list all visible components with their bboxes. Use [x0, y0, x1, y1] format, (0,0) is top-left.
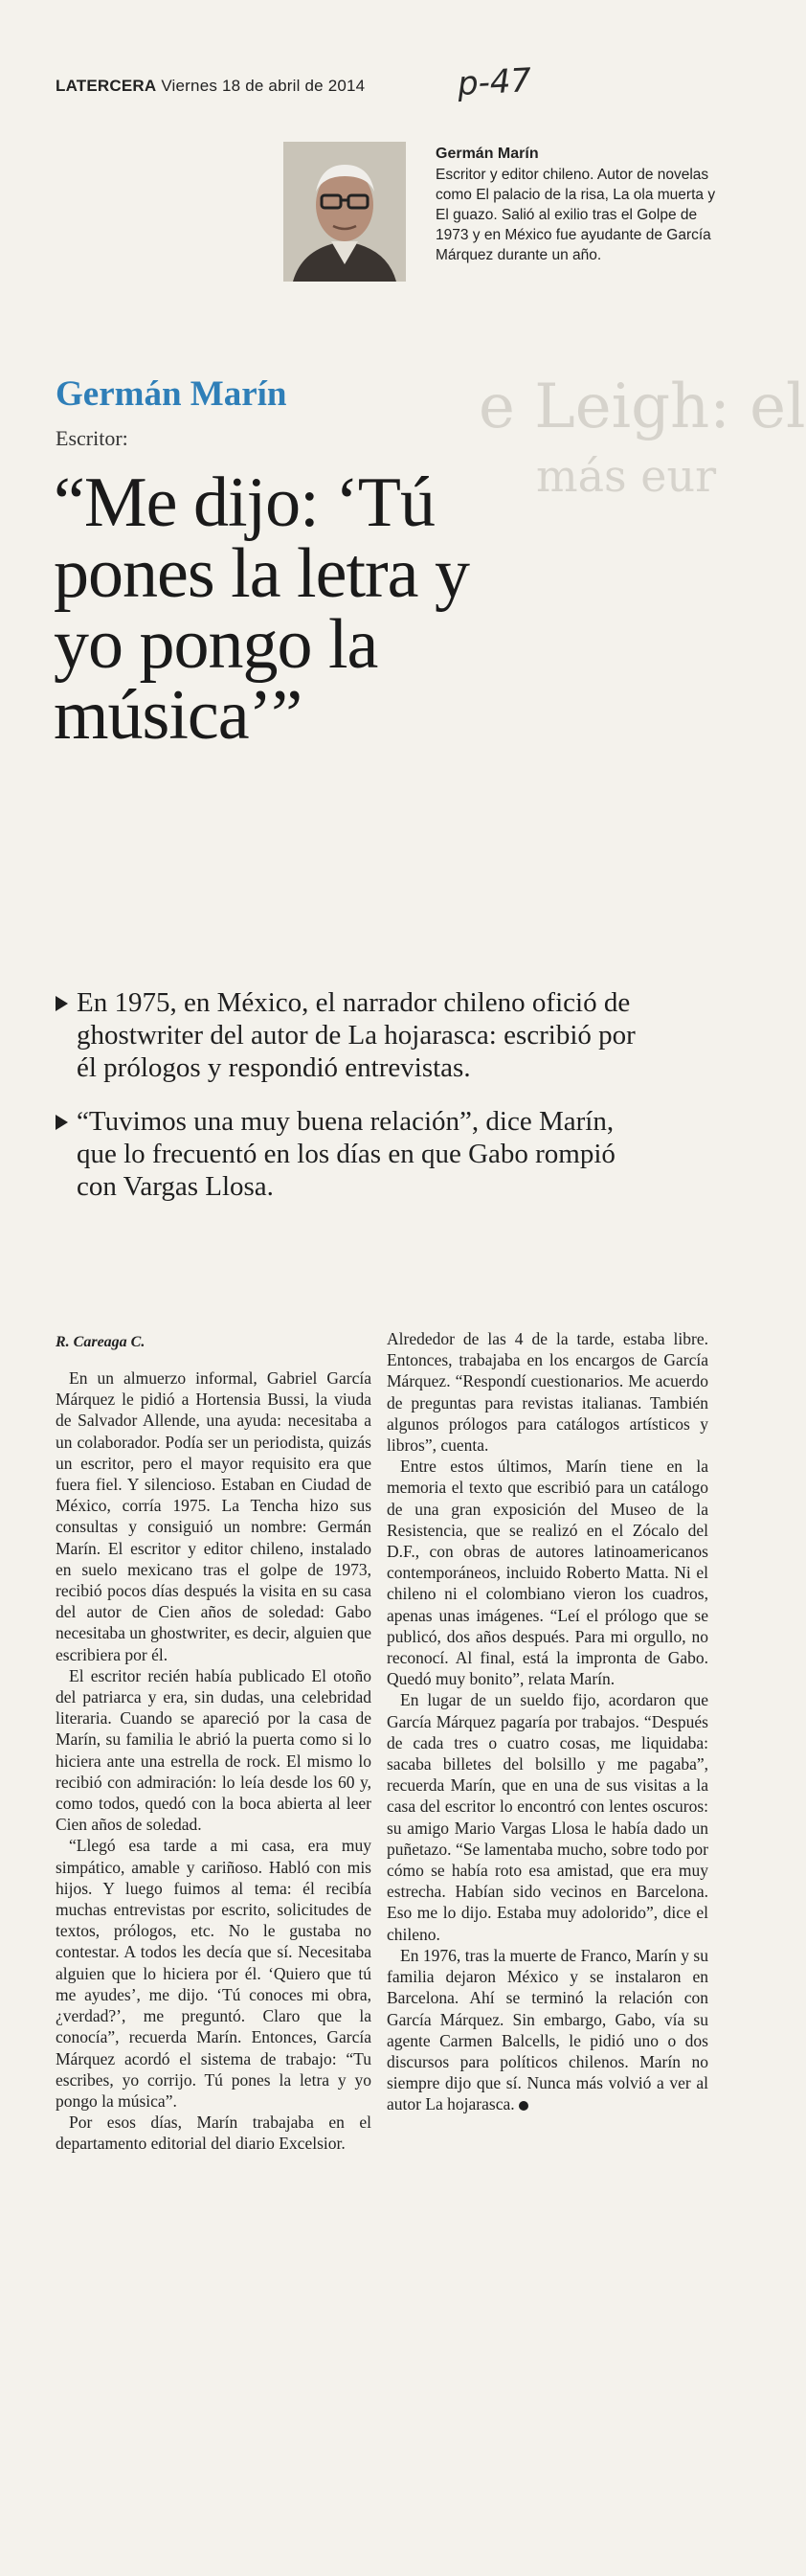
- body-paragraph: En un almuerzo informal, Gabriel García Márquez le pidió a Hortensia Bussi, la viuda de Salvador Allende, una ayuda: necesitaba a un colaborador. Podía ser un periodista, quizás un escritor, pero el mayor requisito era que fuera fiel. Y silencioso. Estaban en Ciudad de México, corría 1975. La Tencha hizo sus consultas y consiguió un nombre: Germán Marín. El escritor y editor chileno, instalado en suelo mexicano tras el golpe de 1973, recibió pocos días después la visita en su casa del autor de Cien años de soledad: Gabo necesitaba un ghostwriter, es decir, alguien que escribiera por él.: [56, 1368, 372, 1664]
- bullet-text: “Tuvimos una muy buena relación”, dice Marín, que lo frecuentó en los días en que Gabo rompió con Vargas Llosa.: [77, 1106, 616, 1202]
- summary-bullet: [56, 1105, 639, 1203]
- masthead: [56, 77, 365, 96]
- interviewee-role: Escritor:: [56, 426, 128, 450]
- interviewee-name: Germán Marín: [56, 374, 287, 414]
- body-paragraph: “Llegó esa tarde a mi casa, era muy simpático, amable y cariñoso. Habló con mis hijos. Y luego fuimos al tema: él recibía muchas entrevistas por escrito, solicitudes de textos, prólogos, etc. No le gustaba no contestar. A todos les decía que sí. Necesitaba alguien que lo hiciera por él. ‘Quiero que tú me ayudes’, me dijo. ‘Tú conoces mi obra, ¿verdad?’, me preguntó. Claro que la conocía”, recuerda Marín. Entonces, García Márquez acordó el sistema de trabajo: “Tu escribes, yo corrijo. Tú pones la letra y yo pongo la música”.: [56, 1836, 371, 2111]
- bio-name: Germán Marín: [436, 146, 539, 162]
- byline: R. Careaga C.: [56, 1334, 146, 1350]
- final-paragraph-text: En 1976, tras la muerte de Franco, Marín y su familia dejaron México y se instalaron en Barcelona. Ahí se terminó la relación con García Márquez. Sin embargo, Gabo, vía su agente Carmen Balcells, le pidió uno o dos discursos para políticos chilenos. Marín no siempre dijo que sí. Nunca más volvió a ver al autor La hojarasca.: [387, 1945, 708, 2114]
- body-paragraph: Alrededor de las 4 de la tarde, estaba libre. Entonces, trabajaba en los encargos de García Márquez. “Respondí cuestionarios. Me acuerdo de preguntas para revistas italianas. También algunos prólogos para catálogos artísticos y libros”, cuenta.: [387, 1329, 708, 1456]
- portrait-illustration: [283, 142, 406, 282]
- summary-bullet: [56, 986, 639, 1084]
- author-portrait: [283, 142, 406, 282]
- body-column-left: [56, 1367, 371, 2155]
- body-column-right: [387, 1328, 708, 2115]
- triangle-bullet-icon: [56, 1115, 68, 1130]
- triangle-bullet-icon: [56, 996, 68, 1011]
- end-of-article-icon: [519, 2101, 528, 2111]
- ghost-text-2: más eur: [536, 450, 717, 502]
- headline: “Me dijo: ‘Tú pones la letra y yo pongo la música’”: [54, 463, 469, 755]
- summary-bullets: [56, 986, 639, 1224]
- issue-date: Viernes 18 de abril de 2014: [161, 77, 366, 95]
- body-paragraph: Entre estos últimos, Marín tiene en la memoria el texto que escribió para un catálogo de una gran exposición del Museo de la Resistencia, que se realizó en el Zócalo del D.F., con obras de autores latinoamericanos contemporáneos, incluido Roberto Matta. Ni el chileno ni el colombiano vieron los cuadros, apenas unas imágenes. “Leí el prólogo que se publicó, dos años después. Para mi orgullo, no reconocí. Al final, está la impronta de Gabo. Quedó muy bonito”, relata Marín.: [387, 1457, 708, 1689]
- paper-name: LATERCERA: [56, 77, 157, 95]
- body-paragraph: El escritor recién había publicado El otoño del patriarca y era, sin dudas, una celebridad literaria. Cuando se apareció por la casa de Marín, su familia le abrió la puerta como si lo hiciera ante una estrella de rock. El mismo lo recibió con admiración: lo leía desde los 60 y, como todos, quedó con la boca abierta al leer Cien años de soledad.: [56, 1665, 371, 1835]
- body-paragraph: En lugar de un sueldo fijo, acordaron que García Márquez pagaría por trabajos. “Después de cada tres o cuatro cosas, me liquidaba: sacaba billetes del bolsillo y me pagaba”, recuerda Marín, que en una de sus visitas a la casa del escritor lo encontró con lentes oscuros: su amigo Mario Vargas Llosa le había dado un puñetazo. “Se lamentaba mucho, sobre todo por cómo se había roto esa amistad, que era muy estrecha. Habían sido vecinos en Barcelona. Eso me lo dijo. Estaba muy adolorido”, dice el chileno.: [387, 1690, 708, 1944]
- body-paragraph: [387, 1945, 708, 2115]
- ghost-text-1: e Leigh: el: [479, 372, 806, 442]
- bullet-text: En 1975, en México, el narrador chileno ofició de ghostwriter del autor de La hojarasca: escribió por él prólogos y respondió entrevistas.: [77, 987, 636, 1083]
- bio-text: Escritor y editor chileno. Autor de novelas como El palacio de la risa, La ola muerta y El guazo. Salió al exilio tras el Golpe de 1973 y en México fue ayudante de García Márquez durante un año.: [436, 167, 716, 263]
- author-bio: [436, 144, 723, 265]
- handwritten-page-note: p-47: [457, 61, 533, 103]
- body-paragraph: Por esos días, Marín trabajaba en el departamento editorial del diario Excelsior.: [56, 2113, 371, 2154]
